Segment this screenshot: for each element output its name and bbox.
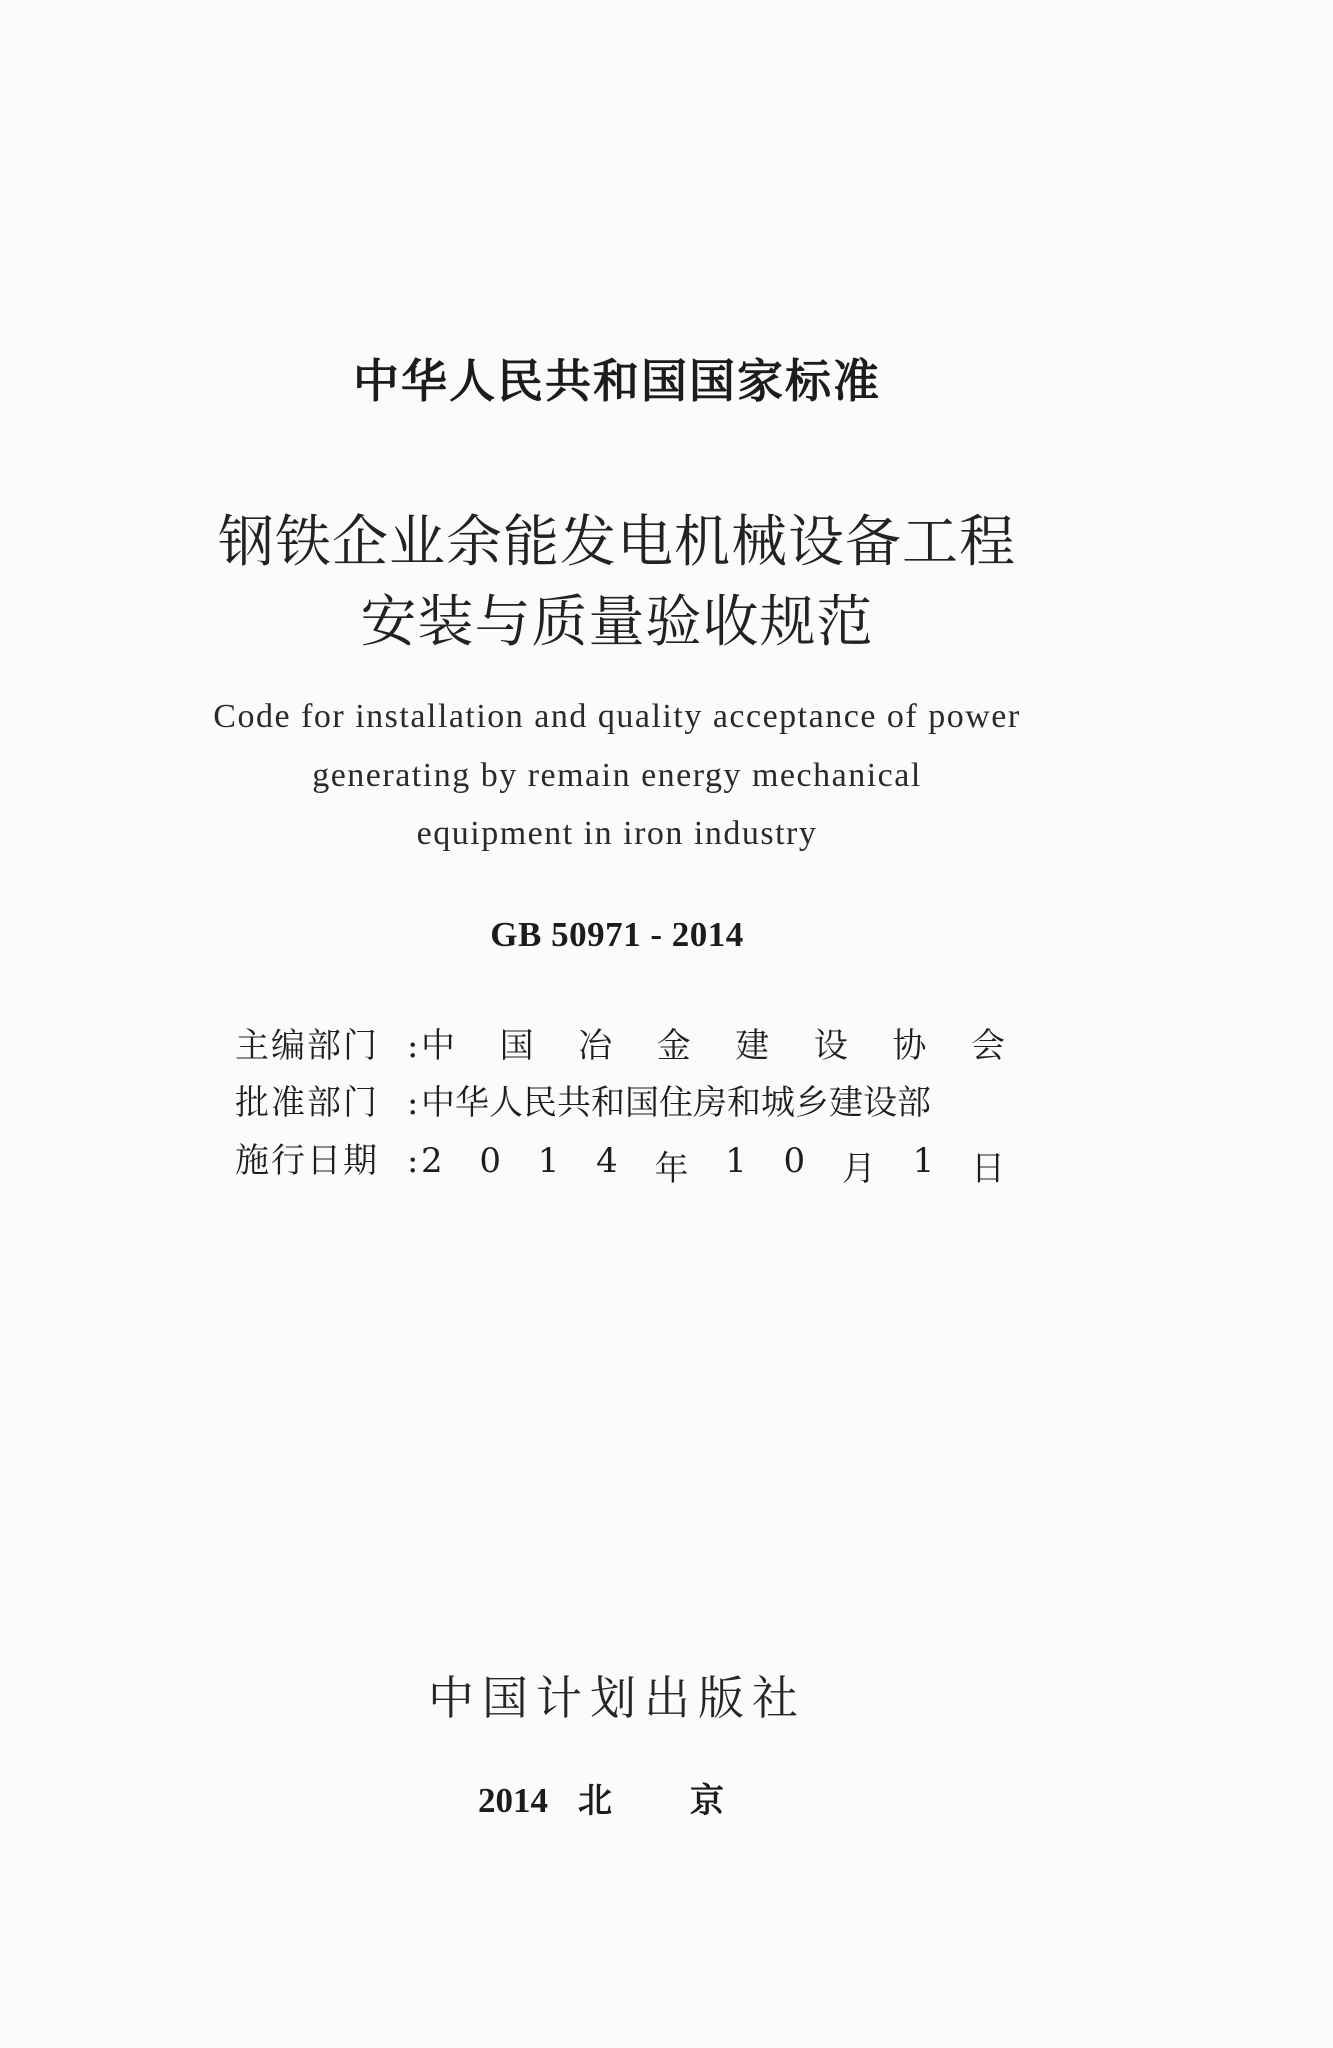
- effective-date-value: [421, 1141, 1005, 1190]
- effective-date-char: 1: [912, 1141, 935, 1181]
- title-cn-line1: 钢铁企业余能发电机械设备工程: [218, 510, 1016, 575]
- chief-editor-char: 建: [735, 1026, 770, 1066]
- effective-date-label: 施行日期: [235, 1141, 379, 1181]
- imprint-year: 2014: [478, 1781, 548, 1820]
- effective-date-char: 2: [421, 1141, 443, 1181]
- title-en-line2: generating by remain energy mechanical: [312, 757, 922, 794]
- chief-editor-label: 主编部门: [235, 1026, 379, 1066]
- effective-date-separator: :: [407, 1141, 419, 1181]
- chief-editor-char: 冶: [578, 1026, 613, 1066]
- approval-label: 批准部门: [235, 1083, 379, 1123]
- effective-date-char: 1: [537, 1141, 560, 1181]
- effective-date-row: [235, 1133, 1005, 1190]
- chief-editor-value: [421, 1018, 1005, 1067]
- title-cn-line2: 安装与质量验收规范: [360, 590, 874, 655]
- title-en-line1: Code for installation and quality acceptance of power: [213, 698, 1021, 735]
- approval-row: [235, 1075, 1005, 1124]
- imprint-city: 北京: [578, 1781, 802, 1821]
- chief-editor-char: 中: [421, 1026, 455, 1066]
- chief-editor-char: 国: [499, 1026, 534, 1066]
- standard-type-heading: 中华人民共和国国家标准: [353, 354, 881, 408]
- chief-editor-row: [235, 1018, 1005, 1067]
- effective-date-char: 4: [596, 1141, 618, 1181]
- effective-date-char: 月: [841, 1149, 876, 1189]
- effective-date-char: 0: [783, 1141, 806, 1181]
- chief-editor-char: 协: [892, 1026, 927, 1066]
- publisher-name: 中国计划出版社: [428, 1671, 806, 1725]
- effective-date-char: 1: [725, 1141, 747, 1181]
- imprint: [478, 1773, 802, 1822]
- standard-code: GB 50971 - 2014: [490, 915, 744, 954]
- title-en-line3: equipment in iron industry: [416, 815, 818, 852]
- chief-editor-char: 金: [656, 1026, 691, 1066]
- effective-date-char: 日: [970, 1149, 1005, 1189]
- approval-separator: :: [407, 1083, 419, 1123]
- chief-editor-separator: :: [407, 1026, 419, 1066]
- chief-editor-char: 设: [813, 1026, 848, 1066]
- effective-date-char: 年: [654, 1149, 689, 1189]
- approval-value: 中华人民共和国住房和城乡建设部: [421, 1083, 931, 1123]
- effective-date-char: 0: [479, 1141, 501, 1181]
- chief-editor-char: 会: [970, 1026, 1005, 1066]
